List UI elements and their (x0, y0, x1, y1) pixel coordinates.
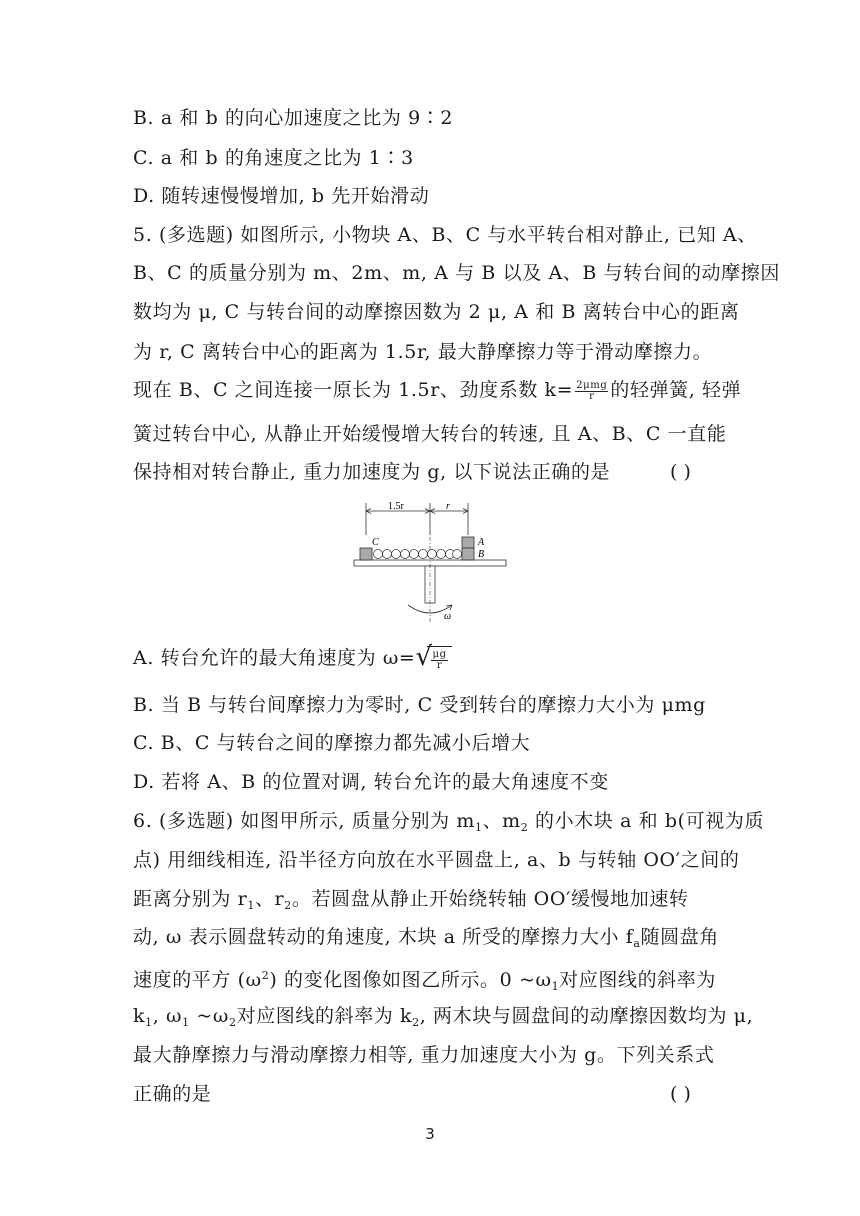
page-number: 3 (425, 1125, 435, 1143)
label-a: A (478, 537, 485, 548)
answer-blank-q6: ( ) (670, 1083, 691, 1105)
dim-label-r: r (446, 501, 450, 512)
option-c-q4: C. a 和 b 的角速度之比为 1∶3 (133, 147, 414, 169)
q5-option-c: C. B、C 与转台之间的摩擦力都先减小后增大 (133, 732, 531, 754)
q5-line-5: 现在 B、C 之间连接一原长为 1.5r、劲度系数 k= $\frac{\text{2μmg}}{r}$ 的轻弹簧, 轻弹 (133, 379, 742, 402)
q5-line-1: 5. (多选题) 如图所示, 小物块 A、B、C 与水平转台相对静止, 已知 A、 (133, 224, 757, 246)
answer-blank-q5: ( ) (670, 461, 691, 483)
label-c: C (372, 537, 379, 548)
q5-line-3: 数均为 μ, C 与转台间的动摩擦因数为 2 μ, A 和 B 离转台中心的距离 (133, 301, 740, 323)
q5-option-d: D. 若将 A、B 的位置对调, 转台允许的最大角速度不变 (133, 771, 609, 793)
label-omega: ω (444, 611, 452, 622)
block-b (462, 548, 474, 560)
q6-line-5: 速度的平方 $(\omega^2)$ 的变化图像如图乙所示。0 $\sim\omega_1$对应图线的斜率为 (133, 969, 716, 993)
q5-line-2: B、C 的质量分别为 m、2m、m, A 与 B 以及 A、B 与转台间的动摩擦因 (133, 262, 780, 284)
q6-line-6: $k_1$, $\omega_1$ $\sim\omega_2$对应图线的斜率为 $k_2$, 两木块与圆盘间的动摩擦因数均为 μ, (133, 1005, 754, 1029)
option-d-q4: D. 随转速慢慢增加, b 先开始滑动 (133, 185, 430, 207)
q5-line-7: 保持相对转台静止, 重力加速度为 g, 以下说法正确的是 (133, 461, 611, 483)
dim-label-1-5r: 1.5r (388, 501, 404, 512)
turntable-figure (352, 497, 512, 625)
q6-line-4: 动, ω 表示圆盘转动的角速度, 木块 a 所受的摩擦力大小 $f_a$随圆盘角 (133, 926, 719, 950)
q6-line-2: 点) 用细线相连, 沿半径方向放在水平圆盘上, a、b 与转轴 OO′之间的 (133, 849, 740, 871)
q6-line-1: 6. (多选题) 如图甲所示, 质量分别为 $m_1$、$m_2$ 的小木块 a 和 b(可视为质 (133, 810, 765, 834)
q6-line-3: 距离分别为 $r_1$、$r_2$。若圆盘从静止开始绕转轴 OO′缓慢地加速转 (133, 888, 689, 912)
spring (374, 550, 462, 559)
q5-option-b: B. 当 B 与转台间摩擦力为零时, C 受到转台的摩擦力大小为 μmg (133, 694, 706, 716)
label-b: B (478, 549, 485, 560)
option-b-q4: B. a 和 b 的向心加速度之比为 9∶2 (133, 107, 454, 129)
q5-line-6: 簧过转台中心, 从静止开始缓慢增大转台的转速, 且 A、B、C 一直能 (133, 423, 727, 445)
q5-option-a: A. 转台允许的最大角速度为 ω= √ $\frac{\mu g}{r}$ (133, 645, 452, 673)
q5-line-4: 为 r, C 离转台中心的距离为 1.5r, 最大静摩擦力等于滑动摩擦力。 (133, 341, 713, 363)
spring-constant-fraction: $\frac{\text{2μmg}}{r}$ (576, 379, 608, 402)
block-a (462, 537, 474, 548)
q6-line-7: 最大静摩擦力与滑动摩擦力相等, 重力加速度大小为 g。下列关系式 (133, 1044, 715, 1066)
block-c (360, 548, 372, 560)
q6-line-8: 正确的是 (133, 1083, 212, 1105)
sqrt-expression: √ $\frac{\mu g}{r}$ (415, 646, 451, 673)
